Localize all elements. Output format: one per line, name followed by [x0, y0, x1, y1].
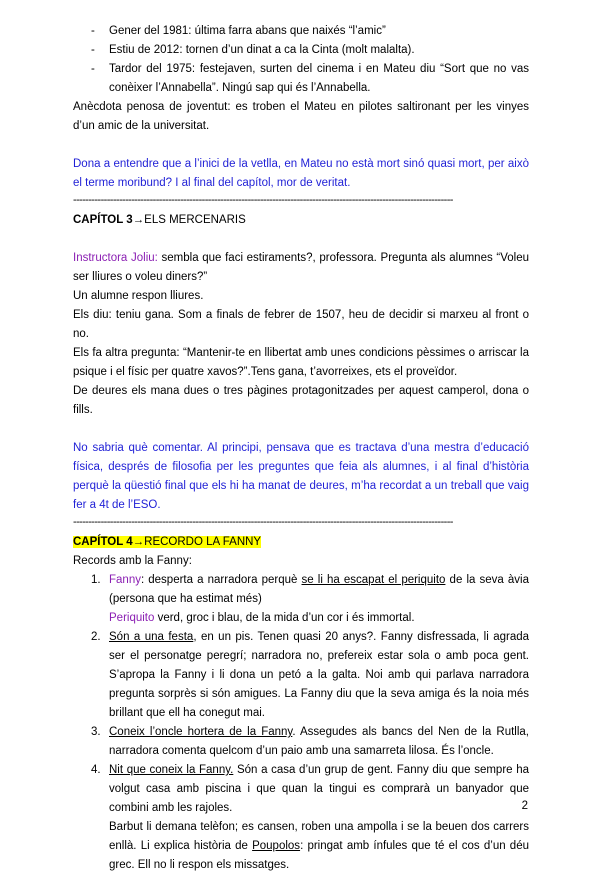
list-dash: -: [91, 63, 95, 75]
list-item: 1. Fanny: desperta a narradora perquè se li ha escapat el periquito de la seva àvia (persona que ha estimat més) Periquito verd, groc i blau, de la mida d’un cor i és immortal.: [91, 574, 529, 624]
list-item: - Gener del 1981: última farra abans que naixés “l’amic”: [91, 22, 529, 41]
chapter-3-paragraph: Els fa altra pregunta: “Mantenir-te en llibertat amb unes condicions pèssimes o arriscar la psique i el físic per quatre xavos?”.Tens gana, t’avorreixes, ets el proveïdor.: [73, 347, 529, 378]
list-dash: -: [91, 44, 95, 56]
anecdote-paragraph: Anècdota penosa de joventut: es troben el Mateu en pilotes saltironant per les vinyes d’un amic de la universitat.: [73, 101, 529, 132]
page-number: 2: [521, 800, 528, 812]
separator-line: ----------------------------------------------------------------------------------------------------------------------------: [73, 194, 453, 206]
list-dash: -: [91, 25, 95, 37]
chapter-4-intro: Records amb la Fanny:: [73, 555, 192, 567]
list-item: 2. Són a una festa, en un pis. Tenen quasi 20 anys?. Fanny disfressada, li agrada ser el personatge peregrí; narradora no, prefereix estar sola o amb poca gent. S’apropa la Fanny i li dona un petó a la galta. Noi amb qui parlava narradora pregunta sorprès si són amigues. La Fanny diu que la seva amiga és la noia més brillant que ell ha conegut mai.: [91, 631, 530, 719]
chapter-3-paragraph: Els diu: teniu gana. Som a finals de febrer de 1507, heu de decidir si marxeu al front o no.: [73, 309, 529, 340]
chapter-4-heading: CAPÍTOL 4→RECORDO LA FANNY: [73, 536, 262, 548]
list-item: 4. Nit que coneix la Fanny. Són a casa d’un grup de gent. Fanny diu que sempre ha volgut casa amb piscina i que quan la tingui es comprarà un banyador que combini amb les rajoles. Barbut li demana telèfon; es cansen, roben una ampolla i se la beuen dos carrers enllà. Li explica història de Poupolos: pringat amb ínfules que té el cos d’un déu grec. Ell no li respon els missatges.: [91, 764, 529, 871]
chapter-3-paragraph: De deures els mana dues o tres pàgines protagonitzades per aquest camperol, dona o fills.: [73, 385, 529, 416]
comment-paragraph: Dona a entendre que a l’inici de la vetlla, en Mateu no està mort sinó quasi mort, per això el terme moribund? I al final del capítol, mor de veritat.: [73, 158, 529, 189]
list-item: - Estiu de 2012: tornen d’un dinat a ca la Cinta (molt malalta).: [91, 41, 529, 60]
list-item: - Tardor del 1975: festejaven, surten del cinema i en Mateu diu “Sort que no vas conèixer l’Annabella”. Ningú sap qui és l’Annabella.: [91, 60, 529, 98]
fanny-memories-list: [73, 571, 529, 875]
dated-memories-list: [73, 22, 529, 98]
speaker-label: Instructora Joliu:: [73, 252, 158, 264]
list-item: 3. Coneix l’oncle hortera de la Fanny. Assegudes als bancs del Nen de la Rutlla, narradora comenta quelcom d’un paio amb una samarreta lilosa. És l’oncle.: [91, 726, 529, 757]
chapter-3-paragraph: Un alumne respon lliures.: [73, 290, 204, 302]
chapter-3-heading: CAPÍTOL 3→ELS MERCENARIS: [73, 214, 246, 226]
separator-line: ----------------------------------------------------------------------------------------------------------------------------: [73, 516, 453, 528]
chapter-3-paragraph: Instructora Joliu: sembla que faci estiraments?, professora. Pregunta als alumnes “Voleu ser lliures o voleu diners?”: [73, 252, 529, 283]
document-page: [73, 22, 529, 875]
comment-paragraph: No sabria què comentar. Al principi, pensava que es tractava d’una mestra d’educació física, després de filosofia per les preguntes que feia als alumnes, i al final d’història perquè la qüestió final que els hi ha manat de deures, m’ha recordat a un treball que vaig fer a 4t de l’ESO.: [73, 442, 529, 511]
